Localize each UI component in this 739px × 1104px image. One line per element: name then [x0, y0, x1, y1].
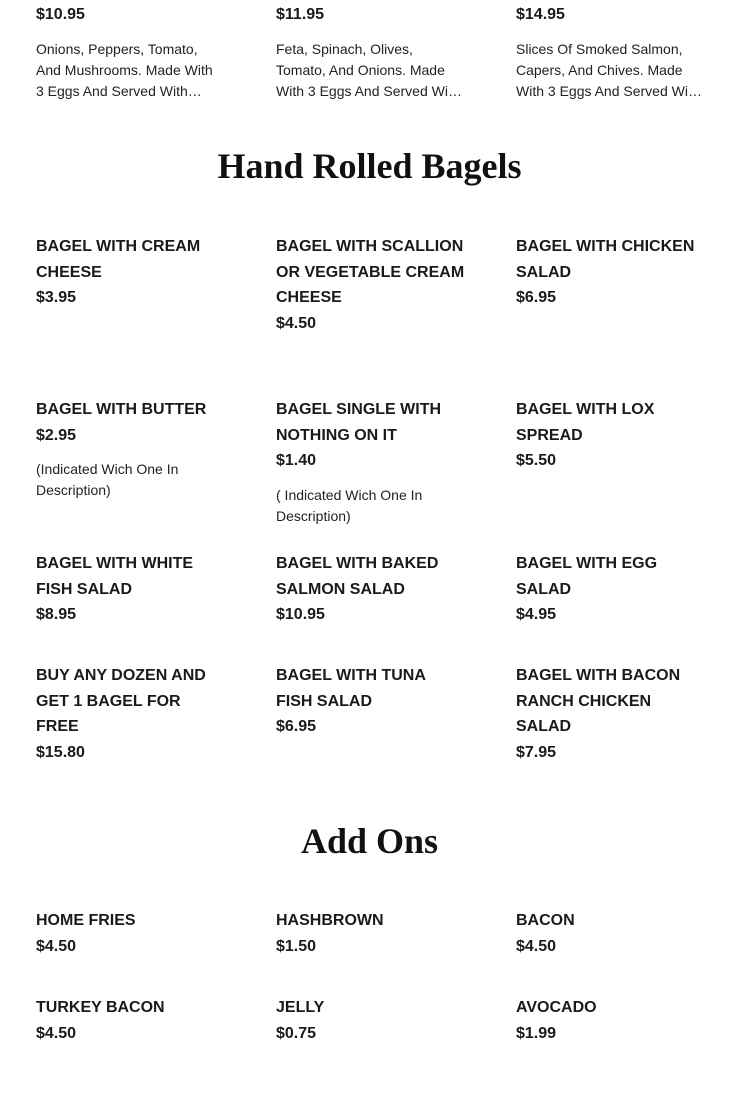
item-name: JELLY — [276, 999, 325, 1016]
item-price: $2.95 — [36, 426, 77, 444]
item-name: TURKEY BACON — [36, 999, 165, 1016]
item-price: $4.50 — [276, 314, 317, 332]
menu-item[interactable] — [516, 908, 706, 959]
section-title-bagels: Hand Rolled Bagels — [217, 146, 522, 186]
item-description: Slices Of Smoked Salmon, Capers, And Chives. Made With 3 Eggs And Served Wi… — [516, 40, 702, 99]
menu-item[interactable] — [516, 397, 706, 474]
item-name: HASHBROWN — [276, 912, 384, 929]
item-name: BAGEL WITH SCALLION OR VEGETABLE CREAM CHEESE — [276, 238, 465, 306]
item-price: $7.95 — [516, 743, 557, 761]
item-name: BAGEL WITH BACON RANCH CHICKEN SALAD — [516, 667, 681, 735]
menu-item[interactable] — [276, 234, 466, 336]
menu-item[interactable] — [516, 2, 706, 102]
item-price: $3.95 — [36, 289, 77, 306]
menu-item[interactable] — [36, 234, 226, 311]
item-name: BAGEL WITH LOX SPREAD — [516, 401, 655, 444]
item-name: BUY ANY DOZEN AND GET 1 BAGEL FOR FREE — [36, 667, 206, 735]
item-name: BACON — [516, 912, 575, 929]
item-price: $10.95 — [36, 6, 85, 23]
item-price: $4.50 — [36, 937, 77, 955]
item-description: Feta, Spinach, Olives, Tomato, And Onions. Made With 3 Eggs And Served Wi… — [276, 40, 462, 99]
item-price: $11.95 — [276, 6, 325, 23]
item-description: ( Indicated Wich One In Description) — [276, 486, 423, 524]
item-price: $6.95 — [516, 289, 557, 306]
item-price: $4.50 — [516, 937, 557, 955]
menu-item[interactable] — [276, 551, 466, 628]
item-price: $0.75 — [276, 1024, 317, 1042]
menu-item[interactable] — [516, 551, 706, 628]
menu-item[interactable] — [36, 397, 226, 501]
item-price: $14.95 — [516, 6, 565, 23]
item-description: Onions, Peppers, Tomato, And Mushrooms. Made With 3 Eggs And Served With… — [36, 40, 213, 99]
item-price: $4.50 — [36, 1024, 77, 1042]
menu-item[interactable] — [276, 2, 466, 102]
menu-item[interactable] — [516, 663, 706, 765]
menu-item[interactable] — [276, 995, 466, 1046]
section-title-addons: Add Ons — [300, 821, 439, 861]
item-price: $1.40 — [276, 452, 317, 469]
item-name: BAGEL WITH BAKED SALMON SALAD — [276, 555, 439, 598]
item-price: $8.95 — [36, 606, 77, 623]
menu-item[interactable] — [36, 995, 226, 1046]
item-price: $15.80 — [36, 743, 85, 761]
menu-item[interactable] — [36, 2, 226, 102]
menu-item[interactable] — [36, 551, 226, 628]
item-name: BAGEL WITH EGG SALAD — [516, 555, 658, 598]
menu-item[interactable] — [276, 397, 466, 527]
menu-item[interactable] — [36, 908, 226, 959]
menu-item[interactable] — [516, 995, 706, 1046]
item-description: (Indicated Wich One In Description) — [36, 461, 179, 498]
menu-item[interactable] — [36, 663, 226, 765]
item-price: $6.95 — [276, 718, 317, 735]
menu-item[interactable] — [276, 663, 466, 740]
item-name: BAGEL WITH BUTTER — [36, 401, 207, 418]
menu-item[interactable] — [276, 908, 466, 959]
item-name: BAGEL WITH TUNA FISH SALAD — [276, 667, 426, 710]
item-price: $5.50 — [516, 452, 557, 469]
item-price: $10.95 — [276, 606, 325, 623]
item-price: $4.95 — [516, 606, 557, 623]
item-name: BAGEL SINGLE WITH NOTHING ON IT — [276, 401, 442, 444]
item-price: $1.99 — [516, 1024, 557, 1042]
item-name: HOME FRIES — [36, 912, 136, 929]
item-price: $1.50 — [276, 937, 317, 955]
item-name: BAGEL WITH CREAM CHEESE — [36, 238, 201, 281]
item-name: BAGEL WITH WHITE FISH SALAD — [36, 555, 194, 598]
menu-item[interactable] — [516, 234, 706, 311]
item-name: BAGEL WITH CHICKEN SALAD — [516, 238, 695, 281]
item-name: AVOCADO — [516, 999, 597, 1016]
